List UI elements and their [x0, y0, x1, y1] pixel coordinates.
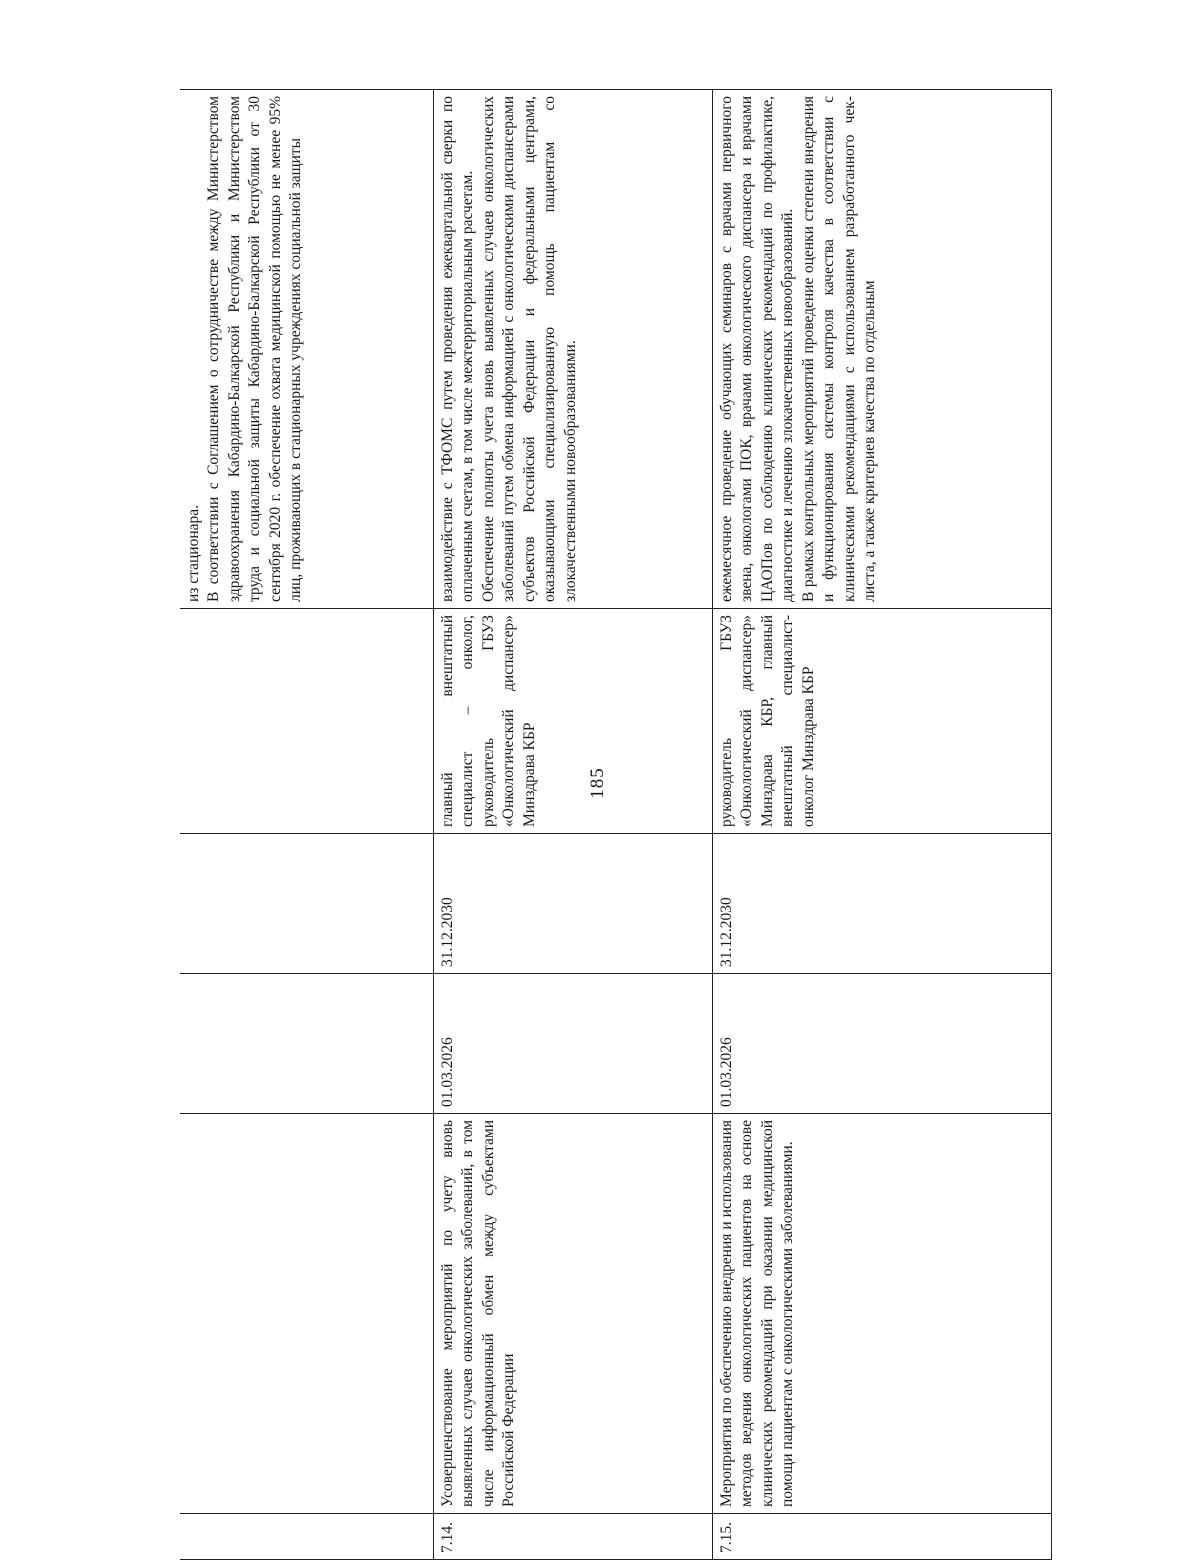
- cell-start: [180, 974, 434, 1114]
- result-paragraph: Обеспечение полноты учета вновь выявленных случаев онкологических заболеваний путем обмена информацией с онкологическими диспансерами субъектов Российской Федерации и федеральными центрами, оказывающими специализированную помощь пациентам со злокачественными новообразованиями.: [479, 96, 579, 602]
- page-number: 185: [587, 767, 608, 799]
- cell-num: [180, 1514, 434, 1560]
- cell-start: 01.03.2026: [713, 974, 1052, 1114]
- cell-name: Усовершенствование мероприятий по учету вновь выявленных случаев онкологических заболеваний, в том числе информационный обмен между субъектами Российской Федерации: [434, 1114, 713, 1514]
- result-paragraph: В соответствии с Соглашением о сотрудничестве между Министерством здравоохранения Кабардино-Балкарской Республики и Министерством труда и социальной защиты Кабардино-Балкарской Республики от 30 сентября 2020 г. обеспечение охвата медицинской помощью не менее 95% лиц, проживающих в стационарных учреждениях социальной защиты: [205, 96, 305, 602]
- table-row: [434, 90, 713, 1560]
- table-row-continuation: [180, 90, 434, 1560]
- result-paragraph: из стационара.: [185, 504, 202, 602]
- cell-responsible: [180, 609, 434, 834]
- cell-responsible: главный внештатный специалист – онколог, руководитель ГБУЗ «Онкологический диспансер» Минздрава КБР: [434, 609, 713, 834]
- table-row: [713, 90, 1052, 1560]
- cell-num: 7.14.: [434, 1514, 713, 1560]
- cell-num: 7.15.: [713, 1514, 1052, 1560]
- cell-end: 31.12.2030: [713, 834, 1052, 974]
- result-paragraph: ежемесячное проведение обучающих семинаров с врачами первичного звена, онкологами ПОК, врачами онкологического диспансера и врачами ЦАОПов по соблюдению клинических рекомендаций по профилактике, диагностике и лечению злокачественных новообразований.: [718, 96, 797, 602]
- cell-responsible: руководитель ГБУЗ «Онкологический диспансер» Минздрава КБР, главный внештатный специалист-онколог Минздрава КБР: [713, 609, 1052, 834]
- cell-result: [713, 90, 1052, 609]
- plan-table: [180, 89, 1052, 1560]
- result-paragraph: взаимодействие с ТФОМС путем проведения ежеквартальной сверки по оплаченным счетам, в том числе межтерриториальным расчетам.: [439, 96, 477, 602]
- result-paragraph: В рамках контрольных мероприятий проведение оценки степени внедрения и функционирования системы контроля качества в соответствии с клиническими рекомендациями с использованием разработанного чек-листа, а также критериев качества по отдельным: [799, 96, 879, 602]
- cell-end: 31.12.2030: [434, 834, 713, 974]
- cell-result: [180, 90, 434, 609]
- cell-name: Мероприятия по обеспечению внедрения и использования методов ведения онкологических пациентов на основе клинических рекомендаций при оказании медицинской помощи пациентам с онкологическими заболеваниями.: [713, 1114, 1052, 1514]
- cell-end: [180, 834, 434, 974]
- cell-start: 01.03.2026: [434, 974, 713, 1114]
- cell-name: [180, 1114, 434, 1514]
- cell-result: [434, 90, 713, 609]
- rotated-plan-table: [180, 90, 1070, 1560]
